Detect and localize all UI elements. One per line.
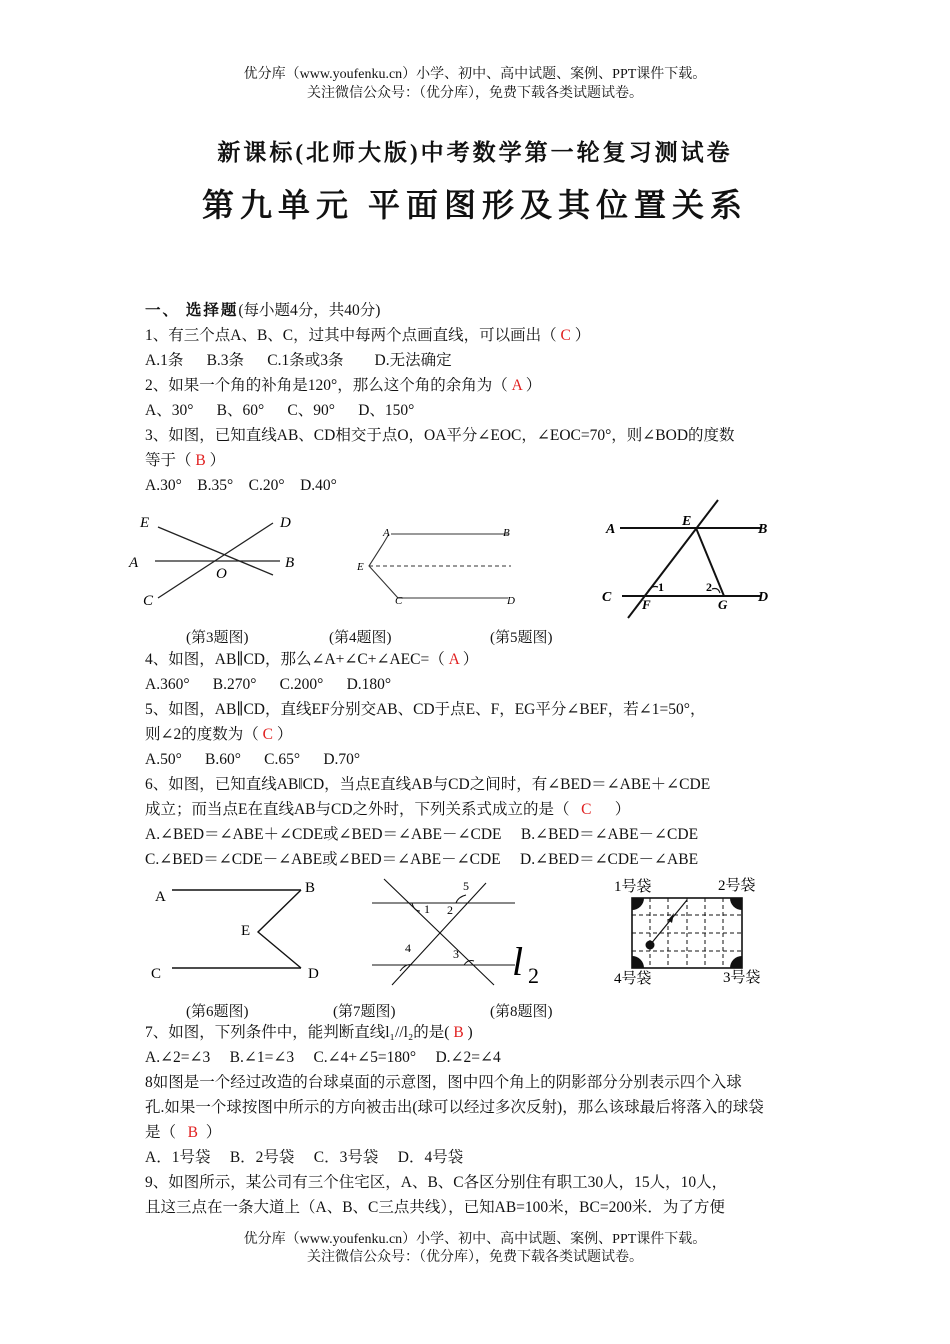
caption-fig5: (第5题图): [490, 630, 553, 646]
q2-answer: A: [511, 377, 522, 394]
q3-options: A.30° B.35° C.20° D.40°: [145, 477, 337, 494]
svg-text:1: 1: [424, 902, 430, 916]
svg-text:2: 2: [706, 580, 712, 594]
figure-4: [353, 520, 528, 610]
svg-text:1: 1: [658, 580, 664, 594]
q8-answer: B: [187, 1124, 198, 1141]
svg-text:E: E: [682, 514, 692, 529]
svg-text:C: C: [143, 593, 154, 609]
svg-text:2: 2: [447, 903, 453, 917]
header-line-2: 关注微信公众号：（优分库），免费下载各类试题试卷。: [307, 86, 643, 101]
svg-text:O: O: [216, 566, 227, 582]
svg-text:B: B: [758, 522, 768, 537]
figure-6: [145, 875, 335, 985]
q4-answer: A: [448, 651, 459, 668]
svg-text:D: D: [280, 515, 291, 531]
svg-text:3号袋: 3号袋: [723, 970, 761, 986]
svg-text:E: E: [241, 923, 251, 939]
q8-options: A．1号袋 B．2号袋 C．3号袋 D．4号袋: [145, 1149, 464, 1166]
q1-stem: 1、有三个点A、B、C，过其中每两个点画直线，可以画出（ C ）: [145, 327, 591, 344]
q8-stem-2: 孔.如果一个球按图中所示的方向被击出(球可以经过多次反射)，那么该球最后将落入的球袋: [145, 1099, 764, 1116]
q5-stem-1: 5、如图，AB∥CD，直线EF分别交AB、CD于点E、F，EG平分∠BEF，若∠1=50°，: [145, 701, 706, 718]
svg-text:l: l: [512, 939, 524, 984]
q6-answer: C: [581, 801, 592, 818]
exam-title: 新课标(北师大版)中考数学第一轮复习测试卷: [217, 140, 733, 165]
svg-text:A: A: [383, 527, 390, 539]
svg-text:5: 5: [463, 879, 469, 893]
svg-text:B: B: [503, 527, 510, 539]
svg-text:1号袋: 1号袋: [614, 879, 652, 895]
svg-text:A: A: [155, 889, 166, 905]
caption-fig6: (第6题图): [186, 1004, 249, 1020]
svg-text:3: 3: [453, 947, 459, 961]
q7-options: A.∠2=∠3 B.∠1=∠3 C.∠4+∠5=180° D.∠2=∠4: [145, 1049, 501, 1066]
q9-stem-1: 9、如图所示，某公司有三个住宅区，A、B、C各区分别住有职工30人，15人，10人，: [145, 1174, 728, 1191]
svg-text:2: 2: [528, 963, 539, 988]
q5-options: A.50° B.60° C.65° D.70°: [145, 751, 361, 768]
q3-stem-1: 3、如图，已知直线AB、CD相交于点O，OA平分∠EOC，∠EOC=70°，则∠BOD的度数: [145, 427, 735, 444]
figure-8: [610, 873, 780, 993]
q6-option-ab: A.∠BED＝∠ABE＋∠CDE或∠BED＝∠ABE－∠CDE B.∠BED＝∠ABE－∠CDE: [145, 826, 699, 843]
q6-option-cd: C.∠BED＝∠CDE－∠ABE或∠BED＝∠ABE－∠CDE D.∠BED＝∠CDE－∠ABE: [145, 851, 699, 868]
svg-text:B: B: [305, 880, 316, 896]
svg-text:A: A: [606, 522, 616, 537]
section-label: 一、 选择题: [145, 302, 239, 319]
q2-options: A、30° B、60° C、90° D、150°: [145, 402, 415, 419]
svg-text:2号袋: 2号袋: [718, 878, 756, 894]
q6-stem-1: 6、如图，已知直线AB‖CD，当点E直线AB与CD之间时，有∠BED＝∠ABE＋∠CDE: [145, 776, 711, 793]
q2-stem: 2、如果一个角的补角是120°，那么这个角的余角为（ A ）: [145, 377, 542, 394]
svg-text:4号袋: 4号袋: [614, 971, 652, 987]
q8-stem-3: 是（ B ）: [145, 1124, 222, 1141]
section-heading: [145, 301, 380, 321]
caption-fig3: (第3题图): [186, 630, 249, 646]
caption-fig8: (第8题图): [490, 1004, 553, 1020]
figure-3: [125, 505, 310, 615]
q3-stem-2: 等于（ B ）: [145, 452, 226, 469]
svg-text:G: G: [718, 597, 728, 612]
q4-options: A.360° B.270° C.200° D.180°: [145, 676, 392, 693]
svg-text:D: D: [507, 595, 515, 607]
svg-text:B: B: [285, 555, 295, 571]
svg-text:E: E: [357, 561, 364, 573]
svg-text:F: F: [642, 597, 651, 612]
q6-stem-2: 成立；而当点E在直线AB与CD之外时，下列关系式成立的是（ C ）: [145, 801, 631, 818]
caption-fig4: (第4题图): [329, 630, 392, 646]
section-note: (每小题4分，共40分): [238, 302, 381, 319]
q7-answer: B: [453, 1024, 464, 1041]
q4-stem: 4、如图，AB∥CD，那么∠A+∠C+∠AEC=（ A ）: [145, 651, 479, 668]
svg-text:C: C: [602, 590, 612, 605]
svg-text:E: E: [140, 515, 150, 531]
q1-options: A.1条 B.3条 C.1条或3条 D.无法确定: [145, 352, 452, 369]
svg-text:D: D: [758, 590, 769, 605]
q9-stem-2: 且这三点在一条大道上（A、B、C三点共线），已知AB=100米，BC=200米．为了方便: [145, 1199, 725, 1216]
figure-5: [600, 495, 785, 620]
figure-7: [360, 873, 560, 988]
footer-line-1: 优分库（www.youfenku.cn）小学、初中、高中试题、案例、PPT课件下载。: [243, 1232, 707, 1247]
svg-text:4: 4: [405, 941, 411, 955]
q3-answer: B: [195, 452, 206, 469]
q7-stem: 7、如图，下列条件中，能判断直线l₁//l₂的是( B ): [145, 1024, 473, 1041]
unit-title: 第九单元 平面图形及其位置关系: [201, 187, 748, 223]
svg-text:C: C: [151, 966, 162, 982]
svg-text:D: D: [308, 966, 319, 982]
svg-text:A: A: [129, 555, 139, 571]
q5-answer: C: [262, 726, 273, 743]
q8-stem-1: 8如图是一个经过改造的台球桌面的示意图，图中四个角上的阴影部分分别表示四个入球: [145, 1074, 742, 1091]
svg-text:C: C: [395, 595, 403, 607]
q5-stem-2: 则∠2的度数为（ C ）: [145, 726, 293, 743]
header-line-1: 优分库（www.youfenku.cn）小学、初中、高中试题、案例、PPT课件下载。: [243, 67, 707, 82]
footer-line-2: 关注微信公众号：（优分库），免费下载各类试题试卷。: [307, 1250, 643, 1265]
caption-fig7: (第7题图): [333, 1004, 396, 1020]
q1-answer: C: [560, 327, 571, 344]
